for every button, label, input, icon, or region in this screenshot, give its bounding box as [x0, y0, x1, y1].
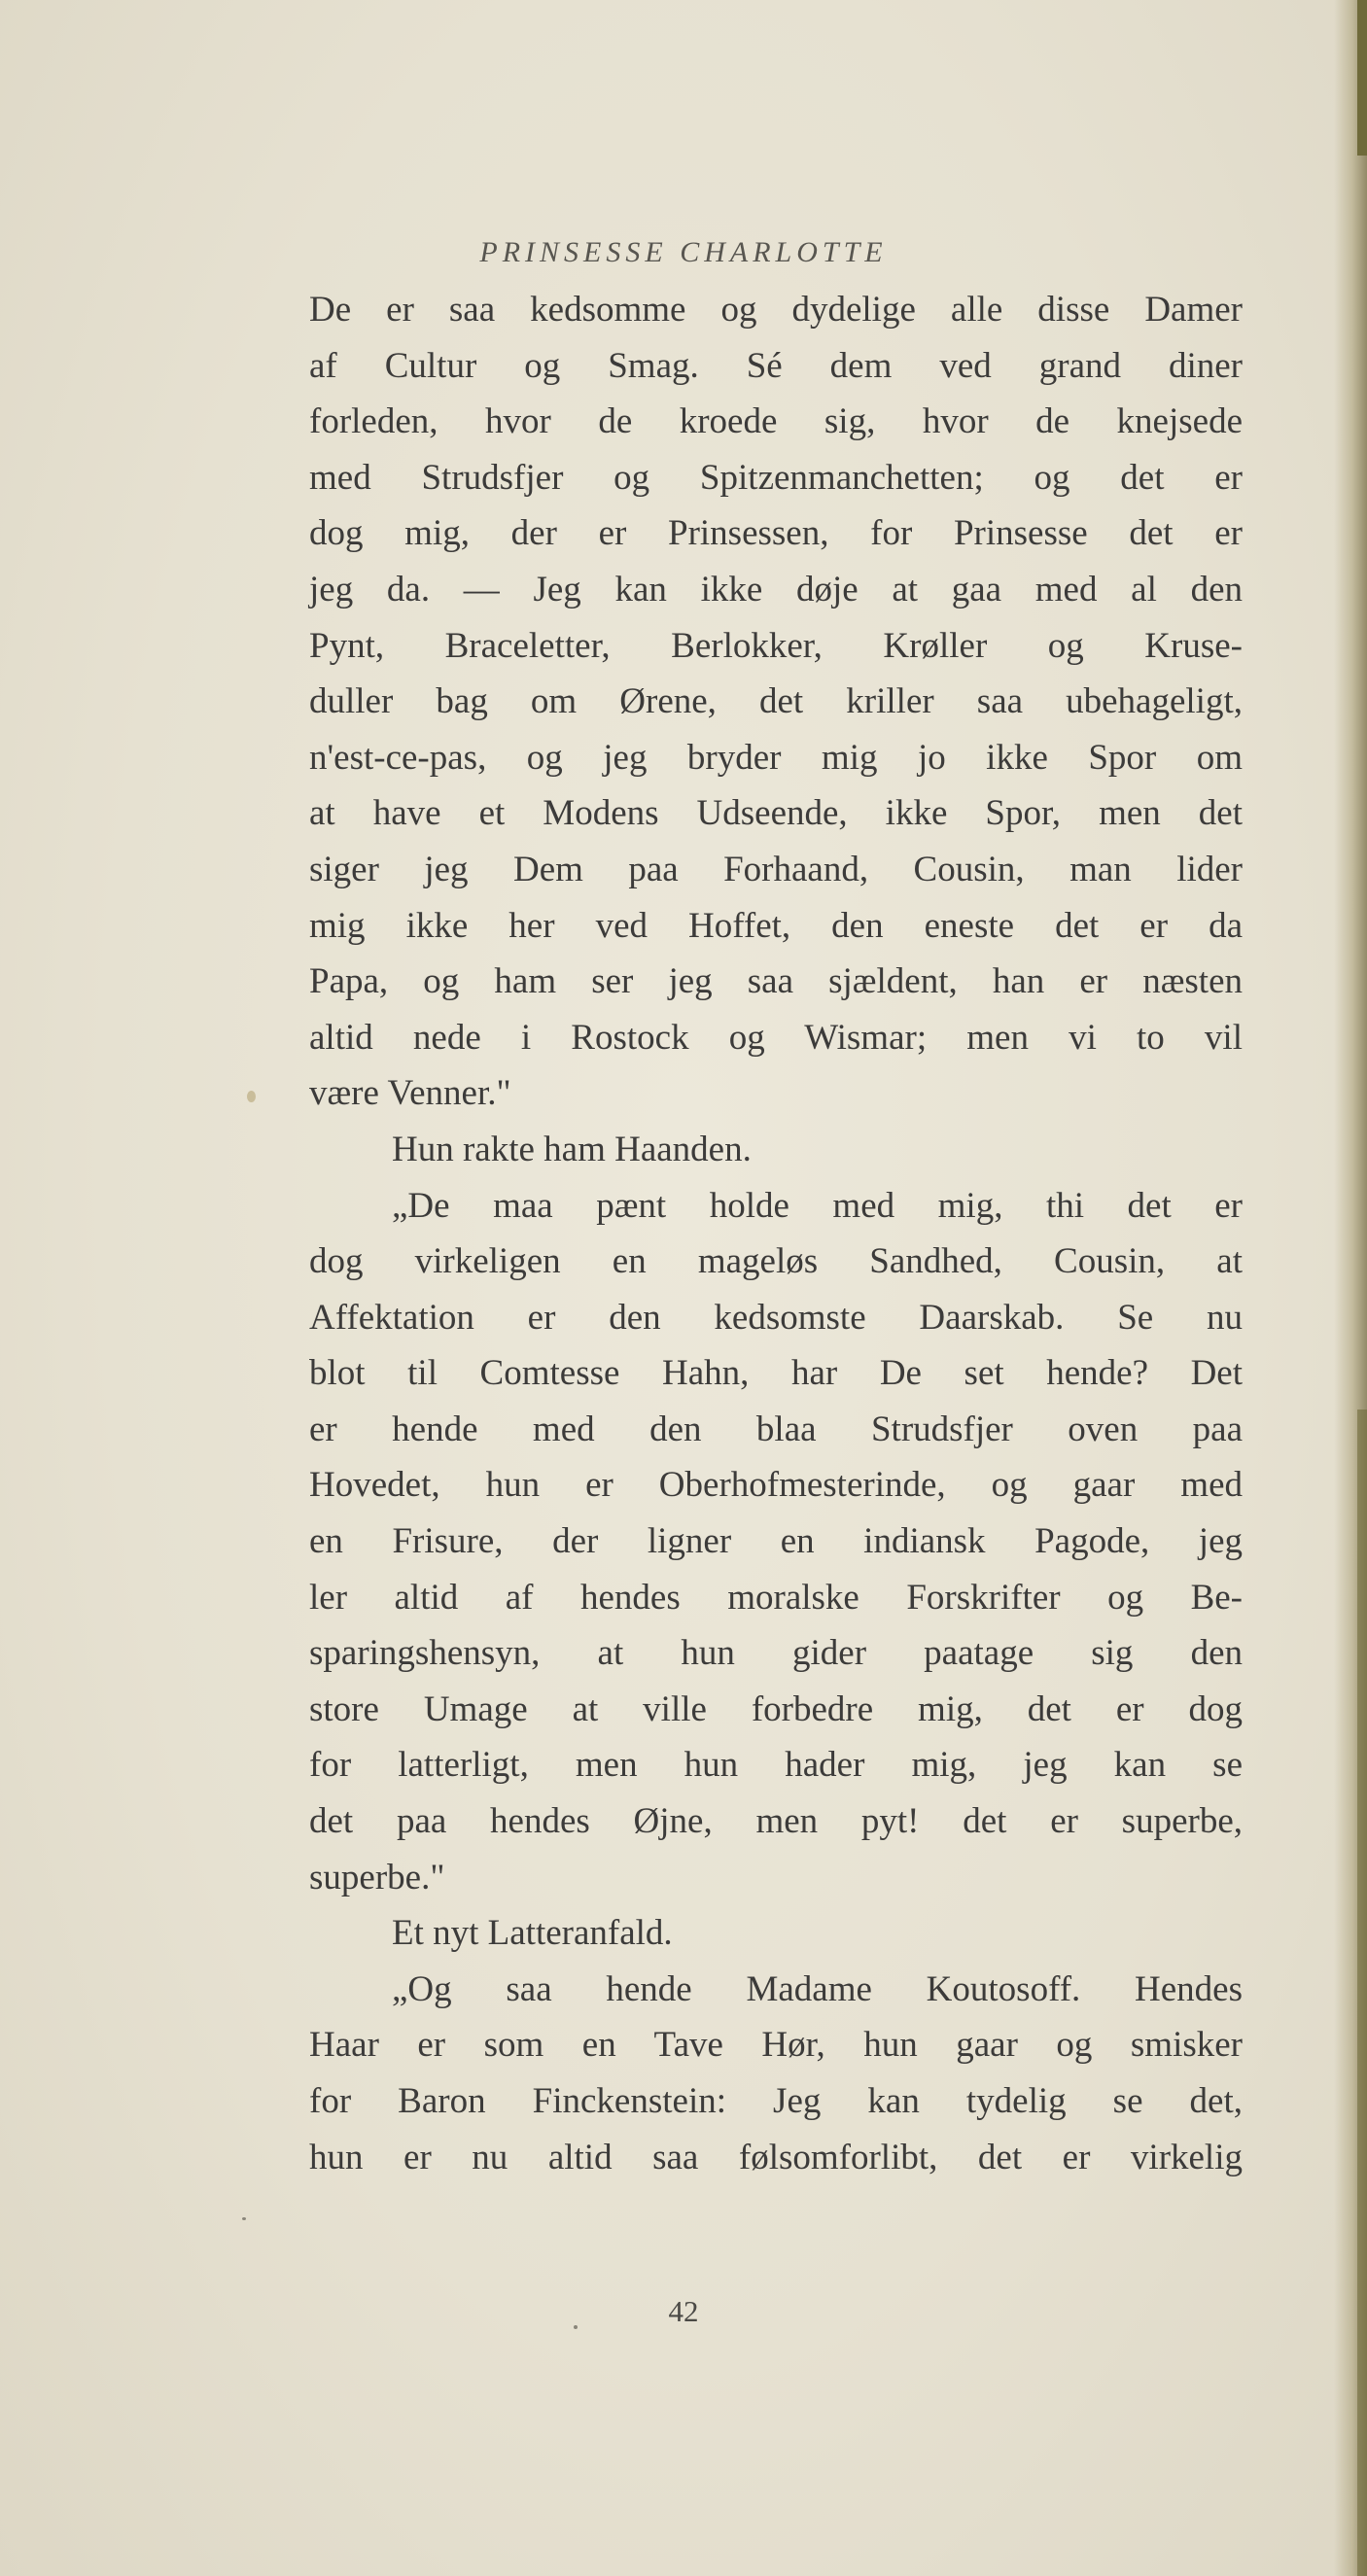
paper-speck — [242, 2217, 246, 2220]
text-line: „De maa pænt holde med mig, thi det er — [392, 1185, 1243, 1226]
text-line: jeg da. — Jeg kan ikke døje at gaa med al den — [309, 569, 1243, 609]
text-line: Et nyt Latteranfald. — [392, 1913, 673, 1954]
text-line: Hun rakte ham Haanden. — [392, 1129, 752, 1169]
text-line: ler altid af hendes moralske Forskrifter og Be- — [309, 1577, 1243, 1618]
paper-speck — [574, 2325, 578, 2329]
text-line: for Baron Finckenstein: Jeg kan tydelig se det, — [309, 2081, 1243, 2121]
text-line: Affektation er den kedsomste Daarskab. Se nu — [309, 1297, 1243, 1338]
text-line: være Venner." — [309, 1073, 511, 1114]
text-line: Papa, og ham ser jeg saa sjældent, han er næsten — [309, 961, 1243, 1002]
text-line: duller bag om Ørene, det kriller saa ubehageligt, — [309, 681, 1243, 722]
text-line: siger jeg Dem paa Forhaand, Cousin, man lider — [309, 849, 1243, 889]
page-number: 42 — [668, 2294, 699, 2328]
text-line: blot til Comtesse Hahn, har De set hende? Det — [309, 1353, 1243, 1394]
paper-speck — [247, 1091, 256, 1102]
text-line: det paa hendes Øjne, men pyt! det er superbe, — [309, 1801, 1243, 1842]
text-line: for latterligt, men hun hader mig, jeg kan se — [309, 1745, 1243, 1786]
text-line: „Og saa hende Madame Koutosoff. Hendes — [392, 1968, 1243, 2009]
text-line: n'est-ce-pas, og jeg bryder mig jo ikke Spor om — [309, 737, 1243, 778]
text-line: superbe." — [309, 1857, 445, 1897]
text-line: en Frisure, der ligner en indiansk Pagode, jeg — [309, 1521, 1243, 1562]
text-line: dog virkeligen en mageløs Sandhed, Cousin, at — [309, 1241, 1243, 1282]
text-line: af Cultur og Smag. Sé dem ved grand diner — [309, 345, 1243, 386]
binding-edge-strip — [1357, 1410, 1367, 2576]
binding-edge-strip — [1357, 0, 1367, 156]
text-line: med Strudsfjer og Spitzenmanchetten; og det er — [309, 457, 1243, 498]
text-line: er hende med den blaa Strudsfjer oven paa — [309, 1409, 1243, 1449]
text-line: hun er nu altid saa følsomforlibt, det er virkelig — [309, 2137, 1243, 2177]
running-head: PRINSESSE CHARLOTTE — [479, 236, 888, 268]
body-text — [309, 282, 1243, 2185]
text-line: sparingshensyn, at hun gider paatage sig den — [309, 1633, 1243, 1674]
text-line: at have et Modens Udseende, ikke Spor, men det — [309, 793, 1243, 834]
text-line: store Umage at ville forbedre mig, det er dog — [309, 1688, 1243, 1729]
text-line: Pynt, Braceletter, Berlokker, Krøller og Kruse- — [309, 625, 1243, 666]
text-line: De er saa kedsomme og dydelige alle disse Damer — [309, 290, 1243, 330]
text-line: mig ikke her ved Hoffet, den eneste det er da — [309, 905, 1243, 946]
text-line: forleden, hvor de kroede sig, hvor de knejsede — [309, 401, 1243, 442]
text-line: altid nede i Rostock og Wismar; men vi to vil — [309, 1017, 1243, 1058]
text-line: Haar er som en Tave Hør, hun gaar og smisker — [309, 2025, 1243, 2066]
text-line: dog mig, der er Prinsessen, for Prinsesse det er — [309, 513, 1243, 554]
text-line: Hovedet, hun er Oberhofmesterinde, og gaar med — [309, 1465, 1243, 1506]
